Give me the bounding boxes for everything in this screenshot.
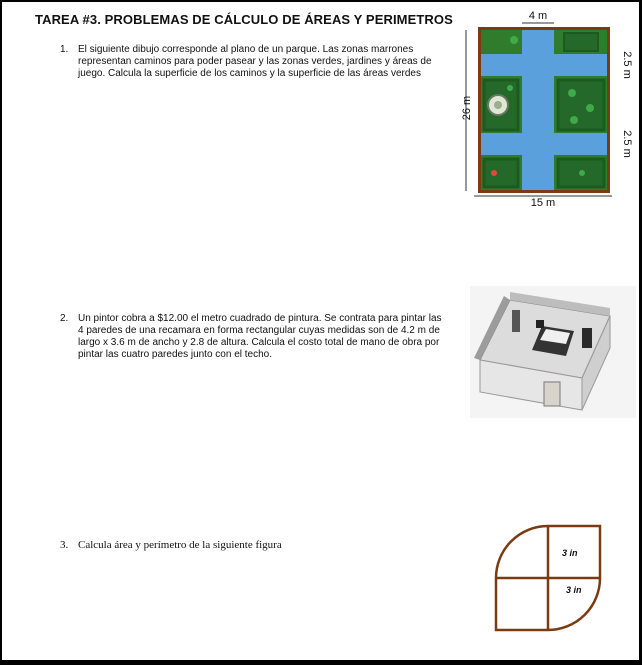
upper-horizontal-path: [481, 54, 607, 76]
left-dimension-label: 26 m: [461, 95, 473, 121]
problem-2: [60, 313, 465, 361]
hedge-block: [558, 80, 604, 130]
problem-1-number: 1.: [60, 44, 69, 55]
worksheet-page: [2, 2, 639, 660]
page-title: TAREA #3. PROBLEMAS DE CÁLCULO DE ÁREAS Y PERIMETROS: [35, 12, 453, 27]
tree-icon: [568, 89, 576, 97]
bedroom-illustration: [470, 286, 636, 418]
window-icon: [512, 310, 520, 332]
problem-2-number: 2.: [60, 313, 69, 324]
problem-3: [60, 539, 360, 551]
problem-1-line-1: El siguiente dibujo corresponde al plano de un parque. Las zonas marrones: [78, 44, 414, 55]
lower-horizontal-path: [481, 133, 607, 155]
problem-1-line-3: juego. Calcula la superficie de los caminos y la superficie de las áreas verdes: [78, 68, 421, 79]
flower-icon: [491, 170, 497, 176]
tree-icon: [507, 85, 513, 91]
hedge-block: [484, 159, 518, 187]
hedge-block: [564, 33, 598, 51]
problem-3-number: 3.: [60, 539, 69, 551]
problem-2-line-2: 4 paredes de una recamara en forma rectangular cuyas medidas son de 4.2 m de: [78, 325, 440, 336]
right-upper-dimension-label: 2.5 m: [621, 51, 633, 79]
tree-icon: [586, 104, 594, 112]
tree-icon: [510, 36, 518, 44]
problem-2-line-1: Un pintor cobra a $12.00 el metro cuadrado de pintura. Se contrata para pintar las: [78, 313, 442, 324]
upper-measure-label: 3 in: [562, 548, 578, 558]
quarter-circle-figure: [492, 522, 632, 634]
right-lower-dimension-label: 2.5 m: [621, 130, 633, 158]
problem-2-line-4: pintar las cuatro paredes junto con el techo.: [78, 349, 273, 360]
door-icon: [544, 382, 560, 406]
tree-icon: [570, 116, 578, 124]
problem-3-line-1: Calcula área y perímetro de la siguiente figura: [78, 539, 282, 551]
fountain-center: [494, 101, 502, 109]
park-plan-figure: [454, 8, 639, 208]
top-dimension-label: 4 m: [528, 10, 548, 22]
lower-measure-label: 3 in: [566, 585, 582, 595]
tree-icon: [579, 170, 585, 176]
problem-1-line-2: representan caminos para poder pasear y las zonas verdes, jardines y áreas de: [78, 56, 432, 67]
dresser-icon: [582, 328, 592, 348]
problem-2-line-3: largo x 3.6 m de ancho y 2.8 de altura. Calcula el costo total de mano de obra por: [78, 337, 440, 348]
nightstand-icon: [536, 320, 544, 328]
problem-1: [60, 44, 450, 80]
bottom-dimension-label: 15 m: [530, 197, 556, 209]
